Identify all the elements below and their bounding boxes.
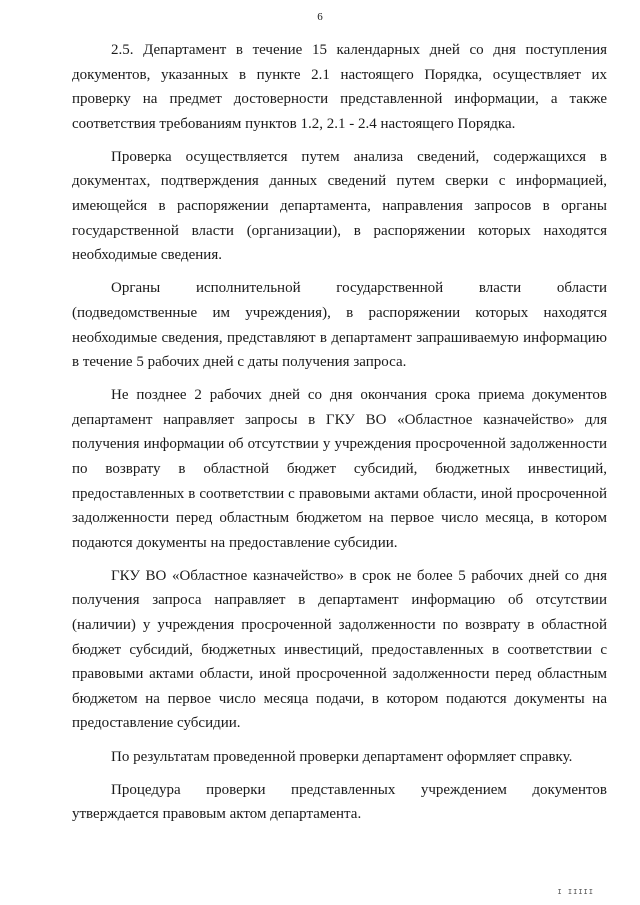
paragraph-verification-method: Проверка осуществляется путем анализа сведений, содержащихся в документах, подтверждения данных сведений путем сверки с информацией, имеющейся в распоряжении департамента, направления запросов в органы государственной власти (организации), в распоряжении которых находятся необходимые сведения.	[72, 148, 607, 264]
document-body	[72, 38, 607, 835]
paragraph-2-5: 2.5. Департамент в течение 15 календарных дней со дня поступления документов, указанных в пункте 2.1 настоящего Порядка, осуществляет их проверку на предмет достоверности представленной информации, а также соответствия требованиям пунктов 1.2, 2.1 - 2.4 настоящего Порядка.	[72, 42, 607, 132]
page-number: 6	[317, 11, 323, 23]
paragraph-certificate: По результатам проведенной проверки департамент оформляет справку.	[111, 748, 573, 765]
footer-code: I IIIII	[557, 888, 594, 896]
paragraph-treasury-reply: ГКУ ВО «Областное казначейство» в срок не более 5 рабочих дней со дня получения запроса направляет в департамент информацию об отсутствии (наличии) у учреждения просроченной задолженности по возврату в областной бюджет субсидий, бюджетных инвестиций, предоставленных в соответствии с правовыми актами области, иной просроченной задолженности перед областным бюджетом на первое число месяца подачи, в котором подаются документы на предоставление субсидии.	[72, 567, 607, 732]
paragraph-authorities-response: Органы исполнительной государственной власти области (подведомственные им учреждения), в распоряжении которых находятся необходимые сведения, представляют в департамент запрашиваемую информацию в течение 5 рабочих дней с даты получения запроса.	[72, 280, 607, 371]
paragraph-procedure-approval: Процедура проверки представленных учреждением документов утверждается правовым актом департамента.	[72, 781, 607, 823]
paragraph-treasury-request: Не позднее 2 рабочих дней со дня окончания срока приема документов департамент направляет запросы в ГКУ ВО «Областное казначейство» для получения информации об отсутствии у учреждения просроченной задолженности по возврату в областной бюджет субсидий, бюджетных инвестиций, предоставленных в соответствии с правовыми актами области, иной просроченной задолженности перед областным бюджетом на первое число месяца, в котором подаются документы на предоставление субсидии.	[72, 387, 607, 551]
